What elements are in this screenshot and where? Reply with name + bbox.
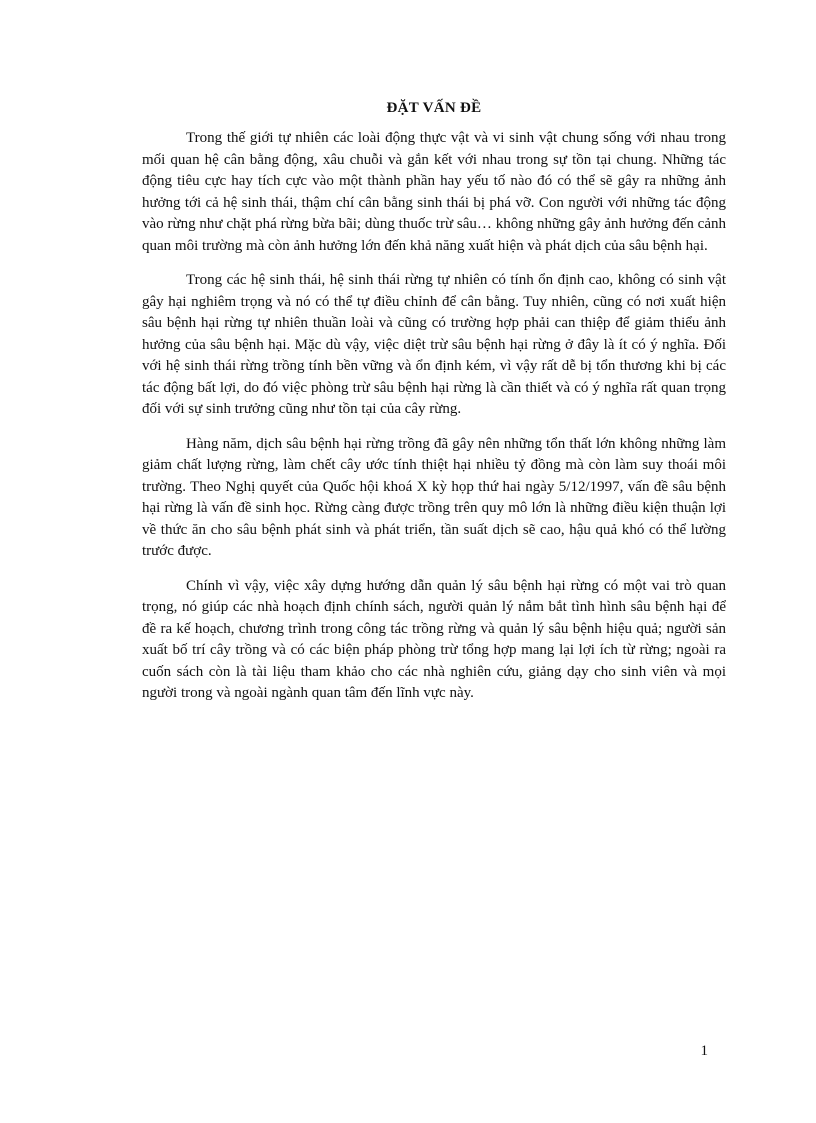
paragraph-4: Chính vì vậy, việc xây dựng hướng dẫn quản lý sâu bệnh hại rừng có một vai trò quan trọng, nó giúp các nhà hoạch định chính sách, người quản lý nắm bắt tình hình sâu bệnh hại để đề ra kế hoạch, chương trình trong công tác trồng rừng và quản lý sâu bệnh hiệu quả; người sản xuất bố trí cây trồng và có các biện pháp phòng trừ tổng hợp mang lại lợi ích từ rừng; ngoài ra cuốn sách còn là tài liệu tham khảo cho các nhà nghiên cứu, giảng dạy cho sinh viên và mọi người trong và ngoài ngành quan tâm đến lĩnh vực này. — [142, 577, 726, 701]
page-title: ĐẶT VẤN ĐỀ — [386, 100, 482, 116]
page-number: 1 — [700, 1043, 708, 1059]
paragraph-2: Trong các hệ sinh thái, hệ sinh thái rừng tự nhiên có tính ổn định cao, không có sinh vật gây hại nghiêm trọng và nó có thể tự điều chỉnh để cân bằng. Tuy nhiên, cũng có nơi xuất hiện sâu bệnh hại rừng tự nhiên thuần loài và cũng có trường hợp phải can thiệp để giảm thiểu ảnh hưởng của sâu bệnh hại. Mặc dù vậy, việc diệt trừ sâu bệnh hại rừng ở đây là ít có ý nghĩa. Đối với hệ sinh thái rừng trồng tính bền vững và ổn định kém, vì vậy rất dễ bị tổn thương khi bị các tác động bất lợi, do đó việc phòng trừ sâu bệnh hại rừng là cần thiết và có ý nghĩa rất quan trọng đối với sự sinh trưởng cũng như tồn tại của cây rừng. — [142, 272, 726, 417]
paragraph-1: Trong thế giới tự nhiên các loài động thực vật và vi sinh vật chung sống với nhau trong mối quan hệ cân bằng động, xâu chuỗi và gắn kết với nhau trong sự tồn tại chung. Những tác động tiêu cực hay tích cực vào một thành phần hay yếu tố nào đó có thể sẽ gây ra những ảnh hưởng tới cả hệ sinh thái, thậm chí cân bằng sinh thái bị phá vỡ. Con người với những tác động vào rừng như chặt phá rừng bừa bãi; dùng thuốc trừ sâu… không những gây ảnh hưởng đến cảnh quan môi trường mà còn ảnh hưởng lớn đến khả năng xuất hiện và phát dịch của sâu bệnh hại. — [142, 130, 726, 254]
paragraph-3: Hàng năm, dịch sâu bệnh hại rừng trồng đã gây nên những tổn thất lớn không những làm giảm chất lượng rừng, làm chết cây ước tính thiệt hại nhiều tỷ đồng mà còn làm suy thoái môi trường. Theo Nghị quyết của Quốc hội khoá X kỳ họp thứ hai ngày 5/12/1997, vấn đề sâu bệnh hại rừng là vấn đề sinh học. Rừng càng được trồng trên quy mô lớn là những điều kiện thuận lợi về thức ăn cho sâu bệnh phát sinh và phát triển, tần suất dịch sẽ cao, hậu quả khó có thể lường trước được. — [142, 435, 726, 559]
page-content — [142, 100, 726, 718]
